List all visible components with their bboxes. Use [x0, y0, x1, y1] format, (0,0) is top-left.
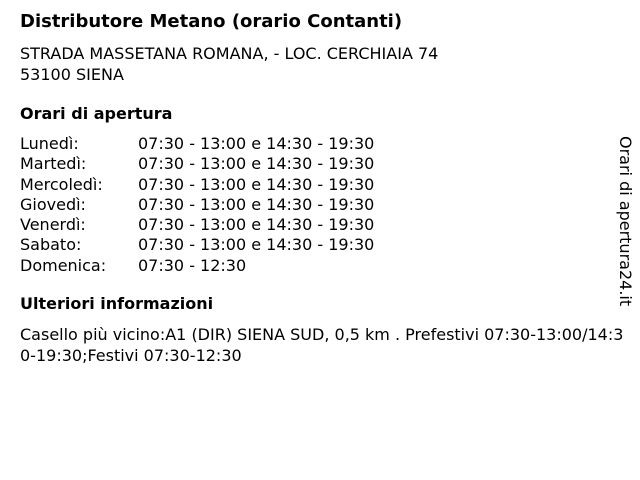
hours-row-thursday — [20, 195, 374, 215]
address-street: STRADA MASSETANA ROMANA, - LOC. CERCHIAIA 74 — [20, 44, 439, 63]
day-label: Sabato: — [20, 235, 82, 255]
hours-row-tuesday — [20, 154, 374, 174]
more-info-text: Casello più vicino:A1 (DIR) SIENA SUD, 0,5 km . Prefestivi 07:30-13:00/14:30-19:30;Festivi 07:30-12:30 — [20, 325, 624, 365]
day-label: Lunedì: — [20, 134, 79, 153]
opening-hours-list — [20, 134, 374, 276]
hours-row-monday — [20, 134, 374, 154]
day-hours: 07:30 - 13:00 e 14:30 - 19:30 — [138, 235, 375, 255]
hours-row-wednesday — [20, 175, 374, 195]
opening-hours-heading: Orari di apertura — [20, 104, 173, 123]
address-city: 53100 SIENA — [20, 65, 124, 84]
more-info-heading: Ulteriori informazioni — [20, 294, 214, 313]
day-hours: 07:30 - 13:00 e 14:30 - 19:30 — [138, 154, 375, 174]
site-brand-vertical: Orari di apertura24.it — [616, 136, 635, 307]
day-label: Martedì: — [20, 154, 87, 174]
day-hours: 07:30 - 13:00 e 14:30 - 19:30 — [138, 134, 375, 153]
day-hours: 07:30 - 12:30 — [138, 255, 247, 275]
page-title: Distributore Metano (orario Contanti) — [20, 11, 403, 32]
hours-row-saturday — [20, 235, 374, 255]
hours-row-friday — [20, 215, 374, 235]
day-label: Venerdì: — [20, 215, 86, 235]
day-label: Mercoledì: — [20, 174, 103, 194]
hours-row-sunday — [20, 256, 374, 276]
day-hours: 07:30 - 13:00 e 14:30 - 19:30 — [138, 215, 375, 235]
day-hours: 07:30 - 13:00 e 14:30 - 19:30 — [138, 174, 375, 194]
day-label: Giovedì: — [20, 194, 86, 214]
day-label: Domenica: — [20, 255, 107, 275]
day-hours: 07:30 - 13:00 e 14:30 - 19:30 — [138, 194, 375, 214]
